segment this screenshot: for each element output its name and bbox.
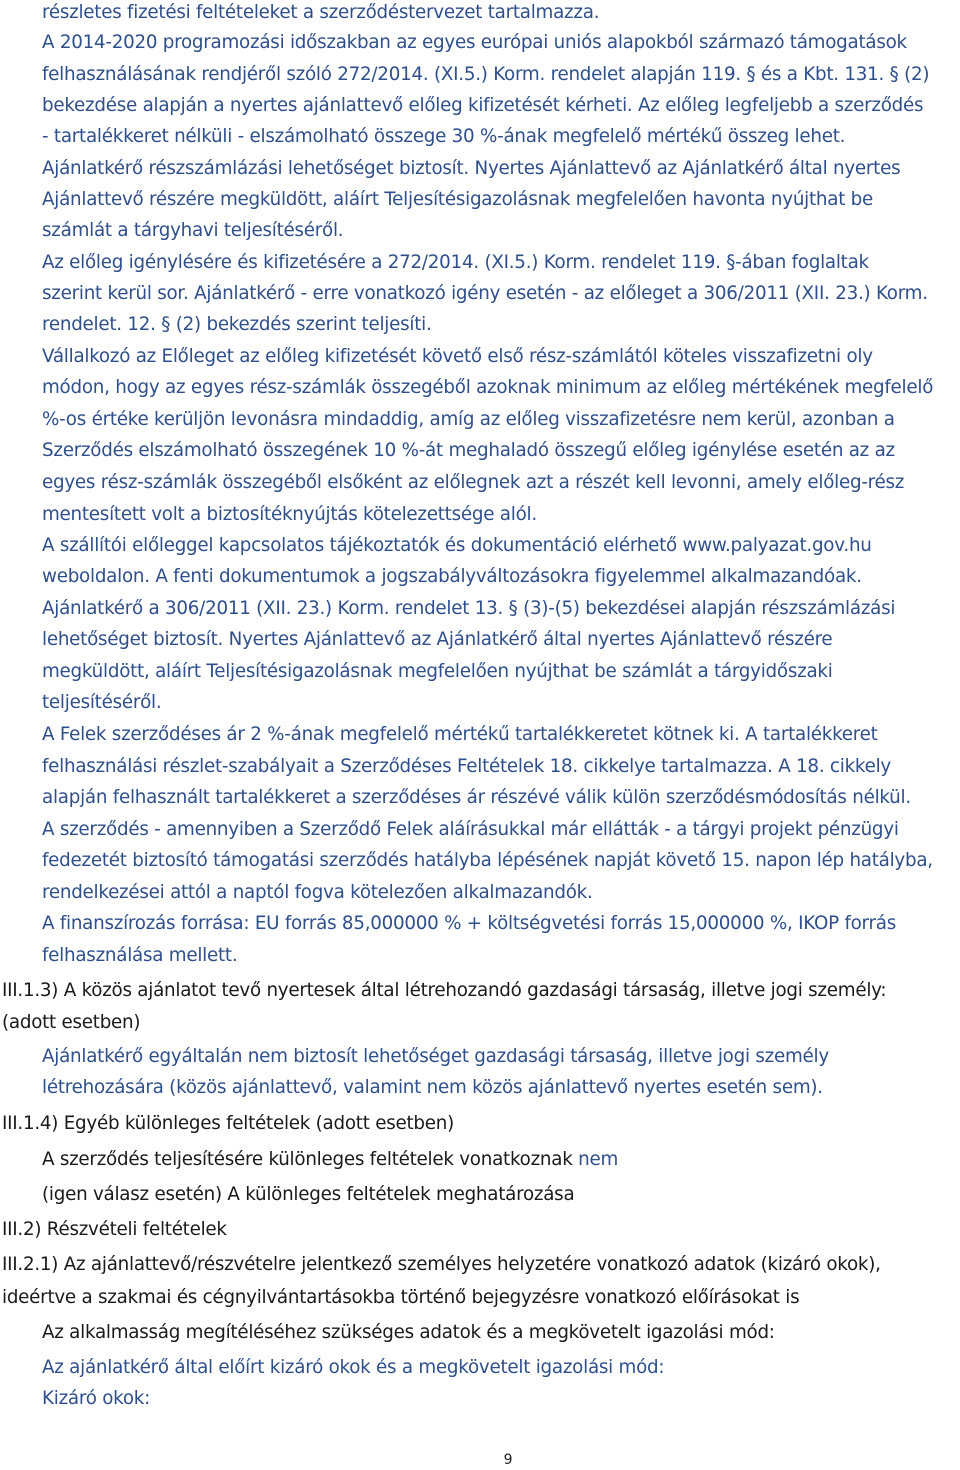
text-line: felhasználása mellett. (42, 945, 238, 966)
text-line: Ajánlatkérő egyáltalán nem biztosít lehetőséget gazdasági társaság, illetve jogi személy (42, 1046, 829, 1067)
text-line: - tartalékkeret nélküli - elszámolható összege 30 %-ának megfelelő mértékű összeg lehet. (42, 126, 846, 147)
text-line: rendelet. 12. § (2) bekezdés szerint teljesíti. (42, 314, 432, 335)
text-line: felhasználásának rendjéről szóló 272/2014. (XI.5.) Korm. rendelet alapján 119. § és a Kbt. 131. § (2) (42, 64, 930, 85)
text-line: alapján felhasznált tartalékkeret a szerződéses ár részévé válik külön szerződésmódosítás nélkül. (42, 787, 911, 808)
text-line: Ajánlatkérő részszámlázási lehetőséget biztosít. Nyertes Ajánlattevő az Ajánlatkérő által nyertes (42, 158, 901, 179)
text-line: Vállalkozó az Előleget az előleg kifizetését követő első rész-számlától köteles visszafizetni oly (42, 346, 873, 367)
special-conditions-line (42, 1147, 618, 1173)
text-line: létrehozására (közös ajánlattevő, valamint nem közös ajánlattevő nyertes esetén sem). (42, 1077, 823, 1098)
text-line: %-os értéke kerüljön levonásra mindaddig, amíg az előleg visszafizetésre nem kerül, azonban a (42, 409, 895, 430)
text-line: Az előleg igénylésére és kifizetésére a 272/2014. (XI.5.) Korm. rendelet 119. §-ában foglaltak (42, 252, 869, 273)
text-line: Az ajánlatkérő által előírt kizáró okok és a megkövetelt igazolási mód: (42, 1357, 665, 1378)
text-line: A finanszírozás forrása: EU forrás 85,000000 % + költségvetési forrás 15,000000 %, IKOP forrás (42, 913, 896, 934)
text-line: Kizáró okok: (42, 1388, 151, 1409)
text-line: weboldalon. A fenti dokumentumok a jogszabályváltozásokra figyelemmel alkalmazandóak. (42, 566, 862, 587)
text-line: megküldött, aláírt Teljesítésigazolásnak megfelelően nyújthat be számlát a tárgyidőszaki (42, 661, 833, 682)
heading-line: (igen válasz esetén) A különleges feltételek meghatározása (42, 1184, 575, 1205)
text-line: bekezdése alapján a nyertes ajánlattevő előleg kifizetését kérheti. Az előleg legfeljebb a szerződés (42, 95, 924, 116)
text-line: Szerződés elszámolható összegének 10 %-át meghaladó összegű előleg igénylése esetén az az (42, 440, 895, 461)
text-line: A 2014-2020 programozási időszakban az egyes európai uniós alapokból származó támogatások (42, 32, 907, 53)
heading-line: ideértve a szakmai és cégnyilvántartásokba történő bejegyzésre vonatkozó előírásokat is (2, 1287, 800, 1308)
text-line: fedezetét biztosító támogatási szerződés hatályba lépésének napját követő 15. napon lép hatályba, (42, 850, 933, 871)
heading-line: III.1.3) A közös ajánlatot tevő nyertesek által létrehozandó gazdasági társaság, illetve jogi személy: (2, 980, 887, 1001)
text-line: módon, hogy az egyes rész-számlák összegéből azoknak minimum az előleg mértékének megfelelő (42, 377, 934, 398)
text-line: teljesítéséről. (42, 692, 162, 713)
text-line: számlát a tárgyhavi teljesítéséről. (42, 220, 344, 241)
text-line: részletes fizetési feltételeket a szerződéstervezet tartalmazza. (42, 2, 600, 23)
text-line: szerint kerül sor. Ajánlatkérő - erre vonatkozó igény esetén - az előleget a 306/2011 (XII. 23.) Korm. (42, 283, 928, 304)
heading-line: (adott esetben) (2, 1012, 141, 1033)
text-line: mentesített volt a biztosítéknyújtás kötelezettsége alól. (42, 504, 537, 525)
text-line: lehetőséget biztosít. Nyertes Ajánlattevő az Ajánlatkérő által nyertes Ajánlattevő részére (42, 629, 833, 650)
text-line: rendelkezései attól a naptól fogva kötelezően alkalmazandók. (42, 882, 593, 903)
heading-line: III.2) Részvételi feltételek (2, 1219, 227, 1240)
text-line: egyes rész-számlák összegéből elsőként az előlegnek azt a részét kell levonni, amely előleg-rész (42, 472, 905, 493)
heading-line: Az alkalmasság megítéléséhez szükséges adatok és a megkövetelt igazolási mód: (42, 1322, 775, 1343)
special-conditions-value: nem (578, 1149, 619, 1170)
text-line: Ajánlattevő részére megküldött, aláírt Teljesítésigazolásnak megfelelően havonta nyújthat be (42, 189, 874, 210)
text-line: Ajánlatkérő a 306/2011 (XII. 23.) Korm. rendelet 13. § (3)-(5) bekezdései alapján részszámlázási (42, 598, 896, 619)
special-conditions-label: A szerződés teljesítésére különleges feltételek vonatkoznak (42, 1149, 573, 1170)
heading-line: III.1.4) Egyéb különleges feltételek (adott esetben) (2, 1113, 454, 1134)
heading-line: III.2.1) Az ajánlattevő/részvételre jelentkező személyes helyzetére vonatkozó adatok (kizáró okok), (2, 1254, 881, 1275)
text-line: A szállítói előleggel kapcsolatos tájékoztatók és dokumentáció elérhető www.palyazat.gov.hu (42, 535, 872, 556)
page-number: 9 (503, 1452, 513, 1468)
text-line: A szerződés - amennyiben a Szerződő Felek aláírásukkal már ellátták - a tárgyi projekt pénzügyi (42, 819, 899, 840)
text-line: felhasználási részlet-szabályait a Szerződéses Feltételek 18. cikkelye tartalmazza. A 18. cikkely (42, 756, 891, 777)
text-line: A Felek szerződéses ár 2 %-ának megfelelő mértékű tartalékkeretet kötnek ki. A tartalékkeret (42, 724, 878, 745)
